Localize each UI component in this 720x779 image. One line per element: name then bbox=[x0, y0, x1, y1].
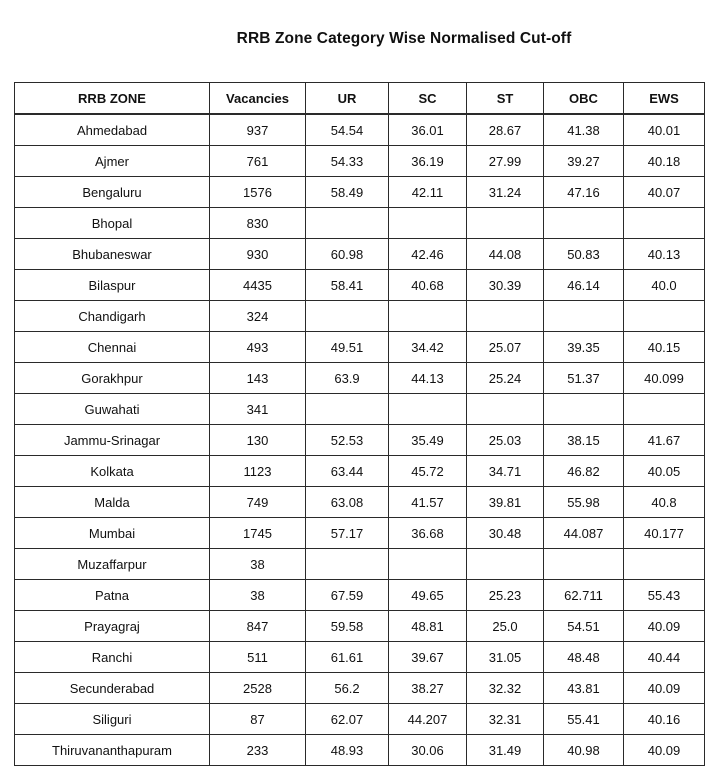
table-row bbox=[15, 146, 705, 177]
cell-zone: Ajmer bbox=[15, 146, 210, 177]
cell-st: 30.39 bbox=[467, 270, 544, 301]
cell-ur: 63.9 bbox=[306, 363, 389, 394]
cell-st bbox=[467, 394, 544, 425]
cell-ews: 40.16 bbox=[624, 704, 705, 735]
cell-sc: 30.06 bbox=[389, 735, 467, 766]
cell-zone: Siliguri bbox=[15, 704, 210, 735]
cell-vacancies: 4435 bbox=[210, 270, 306, 301]
cell-st bbox=[467, 208, 544, 239]
cell-ews: 40.09 bbox=[624, 611, 705, 642]
cell-ews bbox=[624, 208, 705, 239]
cell-ews bbox=[624, 549, 705, 580]
cell-obc: 46.82 bbox=[544, 456, 624, 487]
cell-st: 39.81 bbox=[467, 487, 544, 518]
cell-obc: 51.37 bbox=[544, 363, 624, 394]
column-header-ews: EWS bbox=[624, 83, 705, 115]
cell-ur bbox=[306, 208, 389, 239]
cell-ur: 58.49 bbox=[306, 177, 389, 208]
cell-ur: 62.07 bbox=[306, 704, 389, 735]
table-body bbox=[15, 114, 705, 766]
cell-vacancies: 130 bbox=[210, 425, 306, 456]
cell-st: 44.08 bbox=[467, 239, 544, 270]
cell-st: 32.31 bbox=[467, 704, 544, 735]
cell-vacancies: 493 bbox=[210, 332, 306, 363]
cell-vacancies: 761 bbox=[210, 146, 306, 177]
cell-ews: 40.01 bbox=[624, 114, 705, 146]
cell-sc: 41.57 bbox=[389, 487, 467, 518]
cell-vacancies: 937 bbox=[210, 114, 306, 146]
cell-vacancies: 2528 bbox=[210, 673, 306, 704]
cell-sc: 49.65 bbox=[389, 580, 467, 611]
cell-ews: 40.44 bbox=[624, 642, 705, 673]
cell-obc: 54.51 bbox=[544, 611, 624, 642]
cell-obc bbox=[544, 208, 624, 239]
cell-ur: 59.58 bbox=[306, 611, 389, 642]
cell-obc: 40.98 bbox=[544, 735, 624, 766]
table-row bbox=[15, 518, 705, 549]
table-row bbox=[15, 363, 705, 394]
cell-st: 25.0 bbox=[467, 611, 544, 642]
cell-zone: Bilaspur bbox=[15, 270, 210, 301]
cell-ews: 40.09 bbox=[624, 673, 705, 704]
table-row bbox=[15, 549, 705, 580]
table-row bbox=[15, 332, 705, 363]
column-header-vacancies: Vacancies bbox=[210, 83, 306, 115]
cell-vacancies: 38 bbox=[210, 580, 306, 611]
cell-obc: 48.48 bbox=[544, 642, 624, 673]
cell-st: 25.23 bbox=[467, 580, 544, 611]
table-row bbox=[15, 642, 705, 673]
cell-obc bbox=[544, 549, 624, 580]
table-row bbox=[15, 673, 705, 704]
cell-ews bbox=[624, 301, 705, 332]
table-row bbox=[15, 580, 705, 611]
cell-sc: 48.81 bbox=[389, 611, 467, 642]
cell-ur bbox=[306, 549, 389, 580]
cell-ews: 55.43 bbox=[624, 580, 705, 611]
cell-vacancies: 87 bbox=[210, 704, 306, 735]
page-title: RRB Zone Category Wise Normalised Cut-off bbox=[236, 30, 572, 47]
header-row bbox=[15, 83, 705, 115]
cell-ews: 40.177 bbox=[624, 518, 705, 549]
cell-ews: 40.09 bbox=[624, 735, 705, 766]
column-header-sc: SC bbox=[389, 83, 467, 115]
table-row bbox=[15, 208, 705, 239]
cell-obc: 55.98 bbox=[544, 487, 624, 518]
cell-zone: Mumbai bbox=[15, 518, 210, 549]
table-row bbox=[15, 394, 705, 425]
cell-vacancies: 1576 bbox=[210, 177, 306, 208]
cell-obc: 50.83 bbox=[544, 239, 624, 270]
cell-st: 27.99 bbox=[467, 146, 544, 177]
cell-ews: 40.18 bbox=[624, 146, 705, 177]
cell-vacancies: 38 bbox=[210, 549, 306, 580]
cell-zone: Gorakhpur bbox=[15, 363, 210, 394]
column-header-st: ST bbox=[467, 83, 544, 115]
cell-st: 30.48 bbox=[467, 518, 544, 549]
cell-sc: 42.46 bbox=[389, 239, 467, 270]
cell-obc: 44.087 bbox=[544, 518, 624, 549]
cell-st: 25.24 bbox=[467, 363, 544, 394]
cell-sc: 36.01 bbox=[389, 114, 467, 146]
table-row bbox=[15, 456, 705, 487]
cell-sc bbox=[389, 549, 467, 580]
table-row bbox=[15, 114, 705, 146]
cell-st: 31.05 bbox=[467, 642, 544, 673]
cell-vacancies: 830 bbox=[210, 208, 306, 239]
cell-vacancies: 1745 bbox=[210, 518, 306, 549]
column-header-zone: RRB ZONE bbox=[15, 83, 210, 115]
cell-st bbox=[467, 301, 544, 332]
cell-zone: Ranchi bbox=[15, 642, 210, 673]
cell-vacancies: 341 bbox=[210, 394, 306, 425]
cell-ews: 40.07 bbox=[624, 177, 705, 208]
table-row bbox=[15, 704, 705, 735]
cell-sc: 40.68 bbox=[389, 270, 467, 301]
cell-zone: Thiruvananthapuram bbox=[15, 735, 210, 766]
cell-ews: 40.099 bbox=[624, 363, 705, 394]
cell-zone: Prayagraj bbox=[15, 611, 210, 642]
cell-st: 32.32 bbox=[467, 673, 544, 704]
cell-zone: Patna bbox=[15, 580, 210, 611]
cell-obc bbox=[544, 394, 624, 425]
cell-sc: 36.19 bbox=[389, 146, 467, 177]
cell-sc: 42.11 bbox=[389, 177, 467, 208]
cell-obc: 41.38 bbox=[544, 114, 624, 146]
table-row bbox=[15, 611, 705, 642]
cell-st: 34.71 bbox=[467, 456, 544, 487]
cell-ews: 40.15 bbox=[624, 332, 705, 363]
table-row bbox=[15, 301, 705, 332]
cell-sc: 36.68 bbox=[389, 518, 467, 549]
cell-obc: 55.41 bbox=[544, 704, 624, 735]
cell-obc: 47.16 bbox=[544, 177, 624, 208]
cell-ur: 58.41 bbox=[306, 270, 389, 301]
cell-ur: 54.33 bbox=[306, 146, 389, 177]
cell-ur: 63.44 bbox=[306, 456, 389, 487]
cell-zone: Bhopal bbox=[15, 208, 210, 239]
cell-obc: 39.35 bbox=[544, 332, 624, 363]
column-header-ur: UR bbox=[306, 83, 389, 115]
cell-vacancies: 749 bbox=[210, 487, 306, 518]
cell-sc: 44.13 bbox=[389, 363, 467, 394]
cell-sc: 39.67 bbox=[389, 642, 467, 673]
cell-zone: Chandigarh bbox=[15, 301, 210, 332]
cell-sc: 45.72 bbox=[389, 456, 467, 487]
cell-ur: 67.59 bbox=[306, 580, 389, 611]
cell-st: 31.49 bbox=[467, 735, 544, 766]
cell-vacancies: 930 bbox=[210, 239, 306, 270]
cell-st bbox=[467, 549, 544, 580]
cell-obc: 38.15 bbox=[544, 425, 624, 456]
cell-zone: Malda bbox=[15, 487, 210, 518]
cell-ews: 40.8 bbox=[624, 487, 705, 518]
cell-obc: 46.14 bbox=[544, 270, 624, 301]
cell-sc bbox=[389, 208, 467, 239]
cell-sc: 38.27 bbox=[389, 673, 467, 704]
cell-zone: Secunderabad bbox=[15, 673, 210, 704]
cell-st: 31.24 bbox=[467, 177, 544, 208]
table-row bbox=[15, 735, 705, 766]
cell-ur: 54.54 bbox=[306, 114, 389, 146]
cell-ur: 60.98 bbox=[306, 239, 389, 270]
cell-zone: Bengaluru bbox=[15, 177, 210, 208]
cell-st: 28.67 bbox=[467, 114, 544, 146]
table-row bbox=[15, 425, 705, 456]
cell-ews: 41.67 bbox=[624, 425, 705, 456]
cell-sc: 44.207 bbox=[389, 704, 467, 735]
cell-zone: Kolkata bbox=[15, 456, 210, 487]
cell-vacancies: 143 bbox=[210, 363, 306, 394]
cell-ur bbox=[306, 301, 389, 332]
table-row bbox=[15, 239, 705, 270]
cell-ur: 48.93 bbox=[306, 735, 389, 766]
cell-ur bbox=[306, 394, 389, 425]
cell-zone: Guwahati bbox=[15, 394, 210, 425]
cutoff-table bbox=[14, 82, 705, 766]
cell-obc: 62.711 bbox=[544, 580, 624, 611]
cell-vacancies: 511 bbox=[210, 642, 306, 673]
cell-ur: 56.2 bbox=[306, 673, 389, 704]
cell-ur: 63.08 bbox=[306, 487, 389, 518]
cell-ews: 40.13 bbox=[624, 239, 705, 270]
cell-zone: Bhubaneswar bbox=[15, 239, 210, 270]
cell-sc: 35.49 bbox=[389, 425, 467, 456]
cell-vacancies: 847 bbox=[210, 611, 306, 642]
cell-st: 25.03 bbox=[467, 425, 544, 456]
cell-ur: 57.17 bbox=[306, 518, 389, 549]
column-header-obc: OBC bbox=[544, 83, 624, 115]
cell-ur: 52.53 bbox=[306, 425, 389, 456]
cell-sc bbox=[389, 301, 467, 332]
cell-zone: Jammu-Srinagar bbox=[15, 425, 210, 456]
cell-ews: 40.05 bbox=[624, 456, 705, 487]
table-row bbox=[15, 177, 705, 208]
table-row bbox=[15, 487, 705, 518]
table-row bbox=[15, 270, 705, 301]
cell-sc bbox=[389, 394, 467, 425]
cell-st: 25.07 bbox=[467, 332, 544, 363]
cell-zone: Muzaffarpur bbox=[15, 549, 210, 580]
cell-vacancies: 233 bbox=[210, 735, 306, 766]
cell-obc: 43.81 bbox=[544, 673, 624, 704]
cell-vacancies: 1123 bbox=[210, 456, 306, 487]
cell-ur: 61.61 bbox=[306, 642, 389, 673]
cell-obc bbox=[544, 301, 624, 332]
cell-sc: 34.42 bbox=[389, 332, 467, 363]
cell-zone: Ahmedabad bbox=[15, 114, 210, 146]
cell-ews: 40.0 bbox=[624, 270, 705, 301]
cell-zone: Chennai bbox=[15, 332, 210, 363]
cell-ur: 49.51 bbox=[306, 332, 389, 363]
cell-vacancies: 324 bbox=[210, 301, 306, 332]
cell-obc: 39.27 bbox=[544, 146, 624, 177]
cell-ews bbox=[624, 394, 705, 425]
